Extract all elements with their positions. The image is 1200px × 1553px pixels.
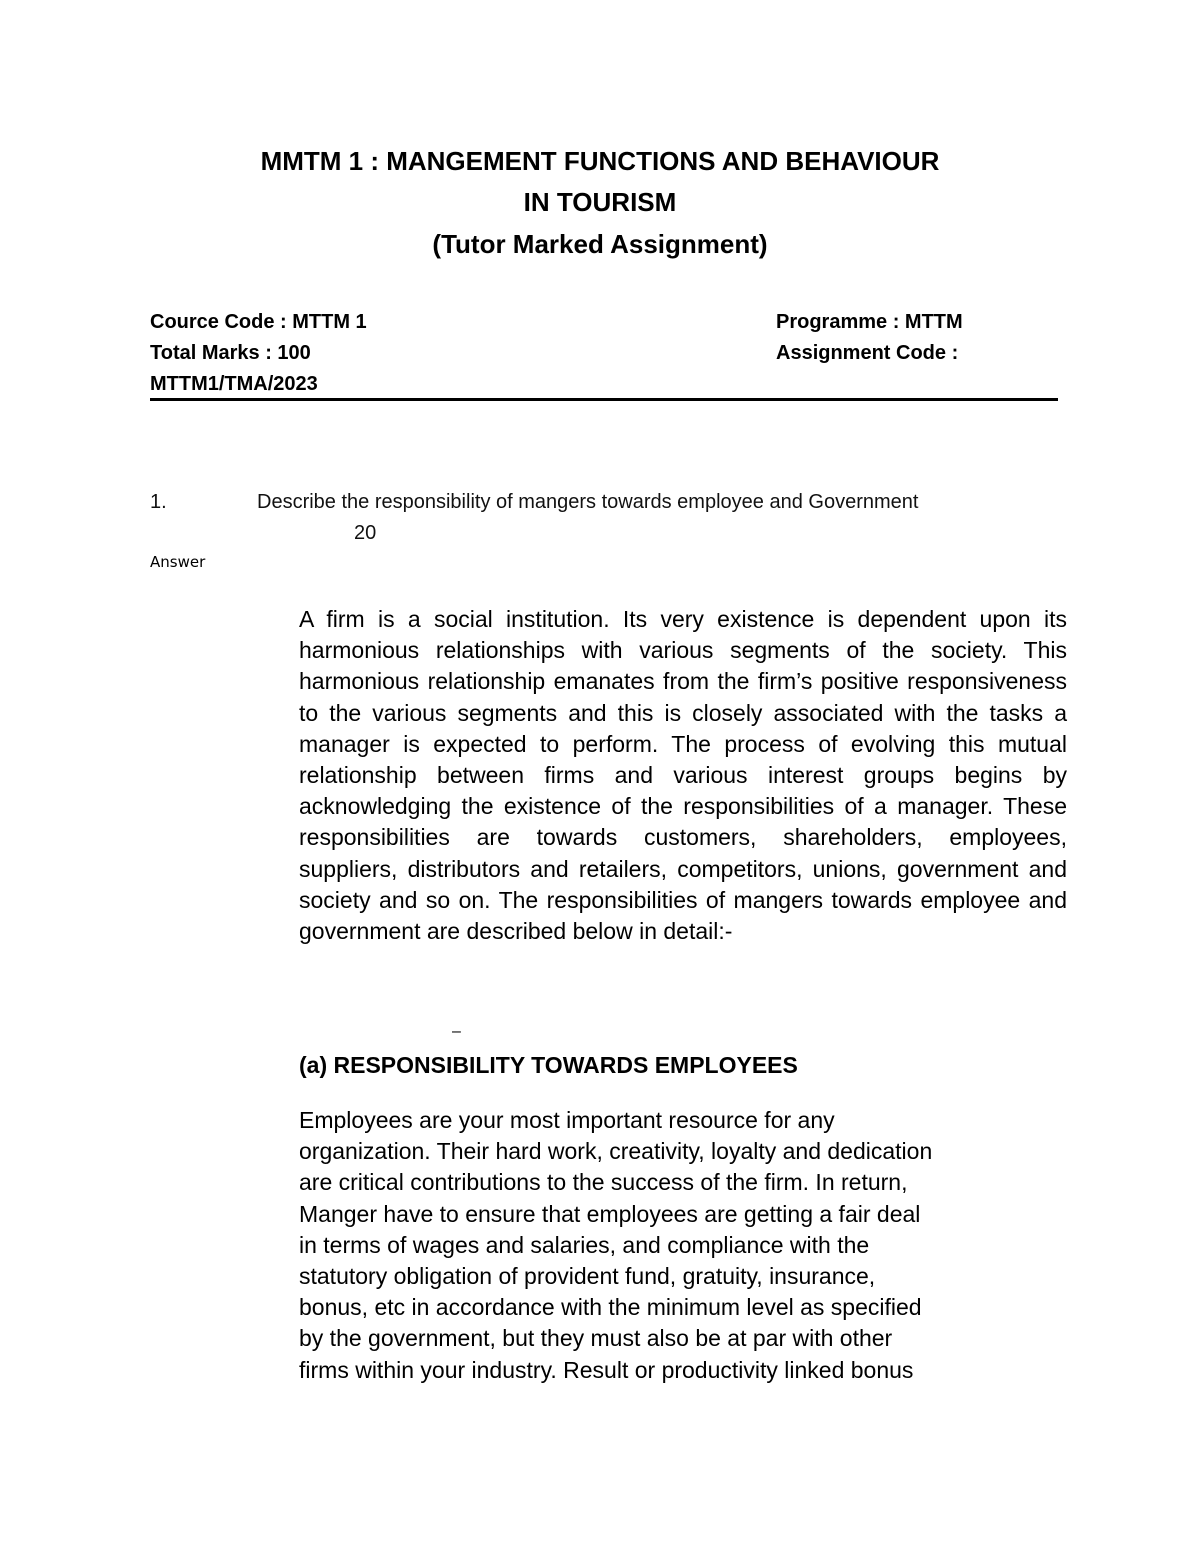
separator-dash: – bbox=[452, 1023, 461, 1040]
section-a-line: Manger have to ensure that employees are getting a fair deal bbox=[299, 1200, 921, 1227]
section-a-line: firms within your industry. Result or productivity linked bonus bbox=[299, 1356, 914, 1383]
section-a-heading: (a) RESPONSIBILITY TOWARDS EMPLOYEES bbox=[299, 1052, 798, 1078]
total-marks: Total Marks : 100 bbox=[150, 342, 311, 364]
answer-intro-paragraph: A firm is a social institution. Its very existence is dependent upon its harmonious relationships with various segments of the society. This harmonious relationship emanates from the firm’s positive responsiveness to the various segments and this is closely associated with the tasks a manager is expected to perform. The process of evolving this mutual relationship between firms and various interest groups begins by acknowledging the existence of the responsibilities of a manager. These responsibilities are towards customers, shareholders, employees, suppliers, distributors and retailers, competitors, unions, government and society and so on. The responsibilities of mangers towards employee and government are described below in detail:- bbox=[299, 606, 1067, 945]
document-title-line-2: IN TOURISM bbox=[523, 187, 677, 217]
section-a-line: by the government, but they must also be at par with other bbox=[299, 1325, 893, 1352]
section-a-paragraph bbox=[299, 1105, 1079, 1386]
section-a-line: organization. Their hard work, creativity, loyalty and dedication bbox=[299, 1138, 933, 1165]
section-a-line: in terms of wages and salaries, and compliance with the bbox=[299, 1231, 870, 1258]
section-a-line: bonus, etc in accordance with the minimum level as specified bbox=[299, 1294, 922, 1321]
document-subtitle: (Tutor Marked Assignment) bbox=[432, 229, 768, 259]
section-a-line: statutory obligation of provident fund, gratuity, insurance, bbox=[299, 1263, 876, 1290]
document-title-line-1: MMTM 1 : MANGEMENT FUNCTIONS AND BEHAVIOUR bbox=[260, 146, 940, 176]
programme: Programme : MTTM bbox=[776, 311, 963, 333]
section-a-line: Employees are your most important resource for any bbox=[299, 1107, 835, 1133]
header-divider bbox=[150, 398, 1058, 401]
question-text: Describe the responsibility of mangers towards employee and Government bbox=[257, 491, 919, 513]
section-a-line: are critical contributions to the success of the firm. In return, bbox=[299, 1169, 908, 1196]
question-marks: 20 bbox=[354, 522, 377, 544]
assignment-code-value: MTTM1/TMA/2023 bbox=[150, 373, 318, 395]
assignment-code-label: Assignment Code : bbox=[776, 342, 959, 364]
course-code: Cource Code : MTTM 1 bbox=[150, 311, 367, 333]
answer-label: Answer bbox=[150, 553, 206, 571]
question-number: 1. bbox=[150, 491, 167, 513]
